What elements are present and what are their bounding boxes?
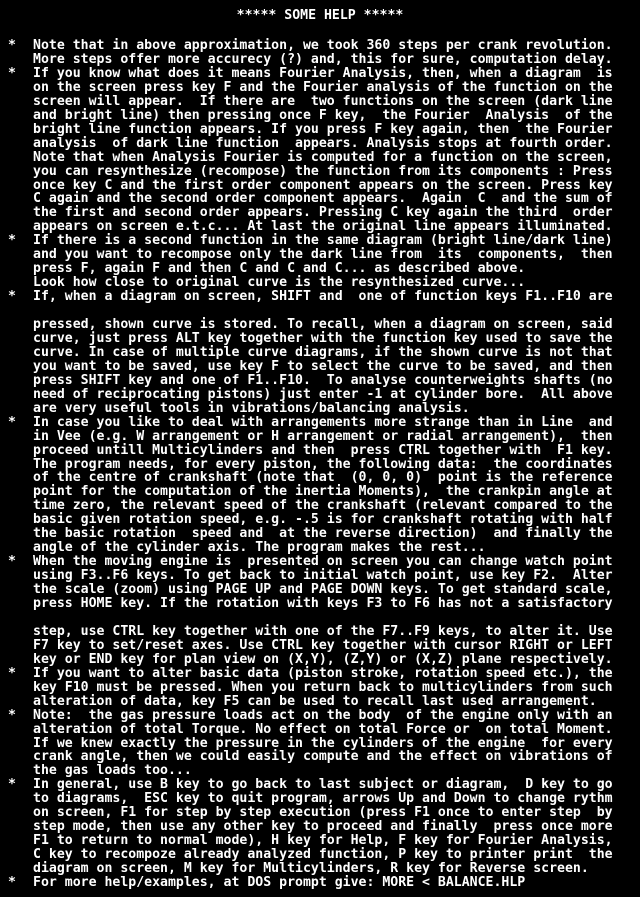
help-text-line: C key to recompoze already analyzed function, P key to printer print the	[33, 847, 613, 863]
help-text-line: point for the computation of the inertia Moments), the crankpin angle at	[33, 484, 613, 500]
help-text-line: Note that in above approximation, we took 360 steps per crank revolution.	[33, 38, 613, 53]
help-text-line: diagram on screen, M key for Multicylinders, R key for Reverse screen.	[33, 861, 589, 877]
help-text-line: F7 key to set/reset axes. Use CTRL key together with cursor RIGHT or LEFT	[33, 637, 613, 653]
help-text-line: The program needs, for every piston, the following data: the coordinates	[33, 456, 613, 472]
help-text-line: key or END key for plan view on (X,Y), (Z,Y) or (X,Z) plane respectively.	[33, 651, 613, 667]
help-text-line: step, use CTRL key together with one of the F7..F9 keys, to alter it. Use	[33, 623, 613, 639]
help-text-line: alteration of data, key F5 can be used to recall last used arrangement.	[33, 693, 597, 709]
help-text-line: and bright line) then pressing once F key, the Fourier Analysis of the	[33, 107, 613, 123]
bullet-marker: *	[8, 414, 16, 430]
help-text-line: If you know what does it means Fourier Analysis, then, when a diagram is	[33, 65, 613, 81]
help-text-line: the basic rotation speed and at the reverse direction) and finally the	[33, 526, 613, 542]
help-text-line: In general, use B key to go back to last subject or diagram, D key to go	[33, 777, 613, 793]
bullet-marker: *	[8, 38, 16, 53]
help-text-line: once key C and the first order component appears on the screen. Press key	[33, 177, 613, 193]
help-text-line: in Vee (e.g. W arrangement or H arrangement or radial arrangement), then	[33, 428, 613, 444]
help-text-line: step mode, then use any other key to proceed and finally press once more	[33, 819, 613, 835]
help-text-line: If we knew exactly the pressure in the cylinders of the engine for every	[33, 735, 613, 751]
help-text-line: angle of the cylinder axis. The program makes the rest...	[33, 540, 486, 556]
help-text-line: you can resynthesize (recompose) the function from its components : Press	[33, 163, 613, 179]
help-text-line: on the screen press key F and the Fourier analysis of the function on the	[33, 79, 613, 95]
help-text-line: If you want to alter basic data (piston stroke, rotation speed etc.), the	[33, 665, 613, 681]
help-text-line: and you want to recompose only the dark line from its components, then	[33, 247, 613, 263]
help-text-line: press HOME key. If the rotation with keys F3 to F6 has not a satisfactory	[33, 596, 613, 611]
help-text-line: to diagrams, ESC key to quit program, arrows Up and Down to change rythm	[33, 791, 613, 807]
bullet-marker: *	[8, 289, 16, 305]
help-text-line: on screen, F1 for step by step execution (press F1 once to enter step by	[33, 805, 613, 821]
help-text-line: basic given rotation speed, e.g. -.5 is for crankshaft rotating with half	[33, 512, 613, 528]
help-text-line: analysis of dark line function appears. Analysis stops at fourth order.	[33, 135, 613, 151]
help-text-line: Note that when Analysis Fourier is computed for a function on the screen,	[33, 149, 613, 165]
bullet-marker: *	[8, 777, 16, 793]
help-text-line: of the centre of crankshaft (note that (0, 0, 0) point is the reference	[33, 470, 613, 486]
help-text-line: bright line function appears. If you press F key again, then the Fourier	[33, 121, 613, 137]
bullet-marker: *	[8, 65, 16, 81]
help-text-line: the scale (zoom) using PAGE UP and PAGE DOWN keys. To get standard scale,	[33, 582, 613, 598]
help-text-line: F1 to return to normal mode), H key for Help, F key for Fourier Analysis,	[33, 833, 613, 849]
help-text-line: Look how close to original curve is the resynthesized curve...	[33, 275, 526, 291]
help-text-line: press F, again F and then C and C and C... as described above.	[33, 261, 526, 277]
help-text-line: need of reciprocating pistons) just enter -1 at cylinder bore. All above	[33, 386, 613, 402]
help-text-line: For more help/examples, at DOS prompt give: MORE < BALANCE.HLP	[33, 875, 526, 890]
help-text-line: When the moving engine is presented on screen you can change watch point	[33, 554, 613, 570]
help-title: ***** SOME HELP *****	[236, 8, 404, 23]
help-text-line: the first and second order appears. Pressing C key again the third order	[33, 205, 613, 221]
bullet-marker: *	[8, 875, 16, 890]
bullet-marker: *	[8, 554, 16, 570]
help-text-line: pressed, shown curve is stored. To recall, when a diagram on screen, said	[33, 317, 613, 332]
help-text-line: crank angle, then we could easily compute and the effect on vibrations of	[33, 749, 613, 765]
help-text-line: C again and the second order component appears. Again C and the sum of	[33, 191, 613, 207]
help-text-line: appears on screen e.t.c... At last the original line appears illuminated.	[33, 219, 613, 235]
help-text-line: In case you like to deal with arrangements more strange than in Line and	[33, 414, 613, 430]
help-text-line: Note: the gas pressure loads act on the body of the engine only with an	[33, 707, 613, 723]
help-text-line: proceed untill Multicylinders and then press CTRL together with F1 key.	[33, 442, 613, 458]
help-text-line: using F3..F6 keys. To get back to initial watch point, use key F2. Alter	[33, 568, 613, 584]
help-text-line: press SHIFT key and one of F1..F10. To analyse counterweights shafts (no	[33, 372, 613, 388]
help-text-line: key F10 must be pressed. When you return back to multicylinders from such	[33, 679, 613, 695]
help-text-line: curve. In case of multiple curve diagrams, if the shown curve is not that	[33, 344, 613, 360]
help-text-line: screen will appear. If there are two functions on the screen (dark line	[33, 93, 613, 109]
help-text-line: time zero, the relevant speed of the crankshaft (relevant compared to the	[33, 498, 613, 514]
help-text-line: you want to be saved, use key F to select the curve to be saved, and then	[33, 358, 613, 374]
help-text-line: the gas loads too...	[33, 763, 192, 779]
help-text-line: More steps offer more accurecy (?) and, this for sure, computation delay.	[33, 51, 613, 67]
bullet-marker: *	[8, 233, 16, 249]
help-text-line: curve, just press ALT key together with the function key used to save the	[33, 330, 613, 346]
help-text-line: alteration of total Torque. No effect on total Force or on total Moment.	[33, 721, 613, 737]
help-text-line: If there is a second function in the same diagram (bright line/dark line)	[33, 233, 613, 249]
help-text-line: are very useful tools in vibrations/balancing analysis.	[33, 400, 470, 416]
bullet-marker: *	[8, 707, 16, 723]
help-text-line: If, when a diagram on screen, SHIFT and one of function keys F1..F10 are	[33, 289, 613, 305]
bullet-marker: *	[8, 665, 16, 681]
